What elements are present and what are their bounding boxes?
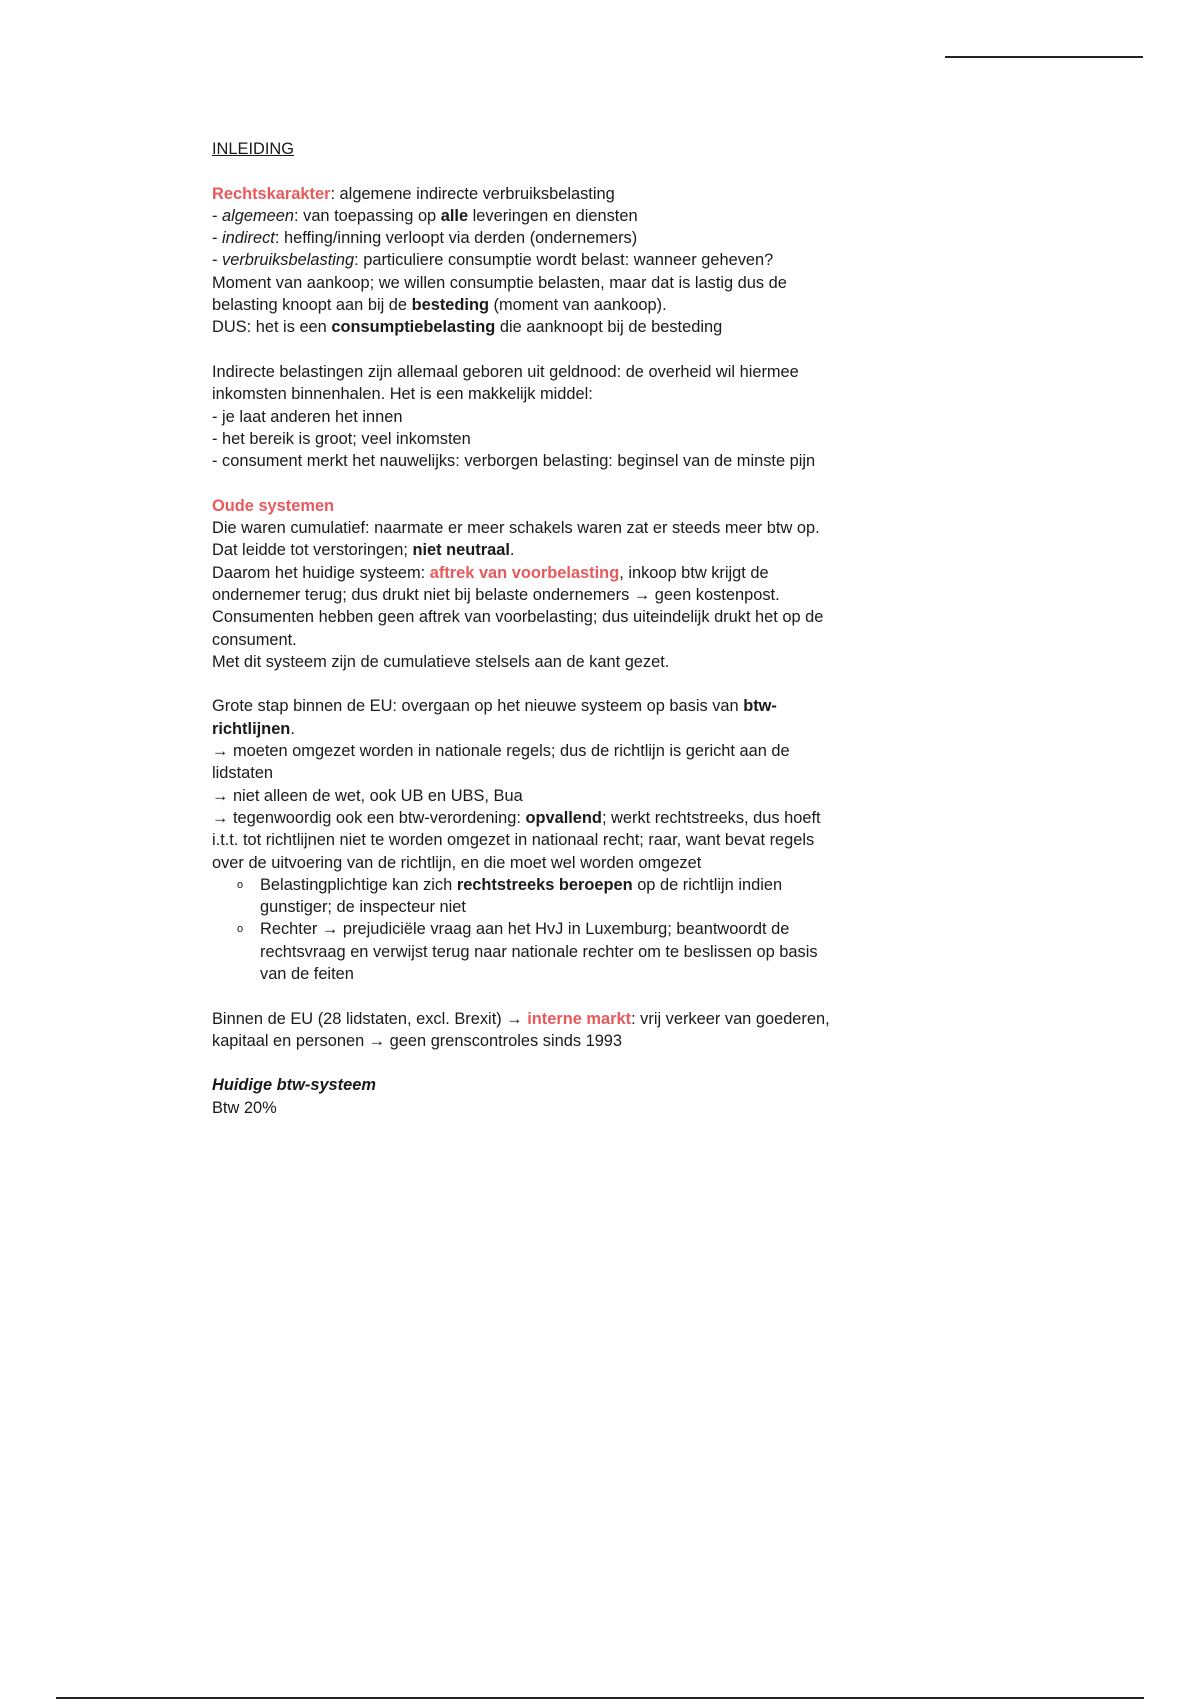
indirect-item: - je laat anderen het innen [212,407,403,426]
oude-paragraph-2: Daarom het huidige systeem: aftrek van voorbelasting, inkoop btw krijgt de ondernemer terug; dus drukt niet bij belaste ondernemers → geen kostenpost. Consumenten hebben geen aftrek van voorbelasting; dus uiteindelijk drukt het op de consument. [212,563,824,649]
header-rule [945,56,1143,58]
sub-list [212,874,832,985]
footer-rule [56,1697,1144,1699]
rechtskarakter-line: Rechtskarakter: algemene indirecte verbruiksbelasting [212,184,615,203]
indirect-line: - indirect: heffing/inning verloopt via derden (ondernemers) [212,229,638,248]
arrow-line: → tegenwoordig ook een btw-verordening: opvallend; werkt rechtstreeks, dus hoeft i.t.t. tot richtlijnen niet te worden omgezet in nationaal recht; raar, want bevat regels over de uitvoering van de richtlijn, en die moet wel worden omgezet [212,808,821,872]
algemeen-line: - algemeen: van toepassing op alle leveringen en diensten [212,206,638,225]
verbruiksbelasting-line: - verbruiksbelasting: particuliere consumptie wordt belast: wanneer geheven? Moment van aankoop; we willen consumptie belasten, maar dat is lastig dus de belasting knoopt aan bij de besteding (moment van aankoop). [212,251,787,315]
indirect-item: - consument merkt het nauwelijks: verborgen belasting: beginsel van de minste pijn [212,452,816,471]
indirect-item: - het bereik is groot; veel inkomsten [212,429,471,448]
list-item: o Belastingplichtige kan zich rechtstreeks beroepen op de richtlijn indien gunstiger; de inspecteur niet [237,875,783,917]
list-item: o Rechter → prejudiciële vraag aan het HvJ in Luxemburg; beantwoordt de rechtsvraag en verwijst terug naar nationale rechter om te beslissen op basis van de feiten [237,920,818,983]
circle-bullet-icon: o [237,878,244,891]
huidig-heading: Huidige btw-systeem [212,1076,376,1095]
oude-systemen-heading: Oude systemen [212,496,335,515]
interne-markt-paragraph: Binnen de EU (28 lidstaten, excl. Brexit) → interne markt: vrij verkeer van goederen, kapitaal en personen → geen grenscontroles sinds 1993 [212,1009,830,1050]
arrow-line: → niet alleen de wet, ook UB en UBS, Bua [212,786,523,805]
btw-rate: Btw 20% [212,1098,277,1117]
oude-paragraph-1: Die waren cumulatief: naarmate er meer schakels waren zat er steeds meer btw op. Dat leidde tot verstoringen; niet neutraal. [212,519,820,560]
circle-bullet-icon: o [237,923,244,936]
indirect-intro: Indirecte belastingen zijn allemaal geboren uit geldnood: de overheid wil hiermee inkomsten binnenhalen. Het is een makkelijk middel: [212,362,799,404]
oude-paragraph-3: Met dit systeem zijn de cumulatieve stelsels aan de kant gezet. [212,652,670,671]
eu-paragraph: Grote stap binnen de EU: overgaan op het nieuwe systeem op basis van btw-richtlijnen. [212,697,777,738]
document-body [212,138,832,1119]
dus-line: DUS: het is een consumptiebelasting die aanknoopt bij de besteding [212,318,723,337]
page-title: INLEIDING [212,140,294,158]
arrow-line: → moeten omgezet worden in nationale regels; dus de richtlijn is gericht aan de lidstaten [212,742,790,783]
